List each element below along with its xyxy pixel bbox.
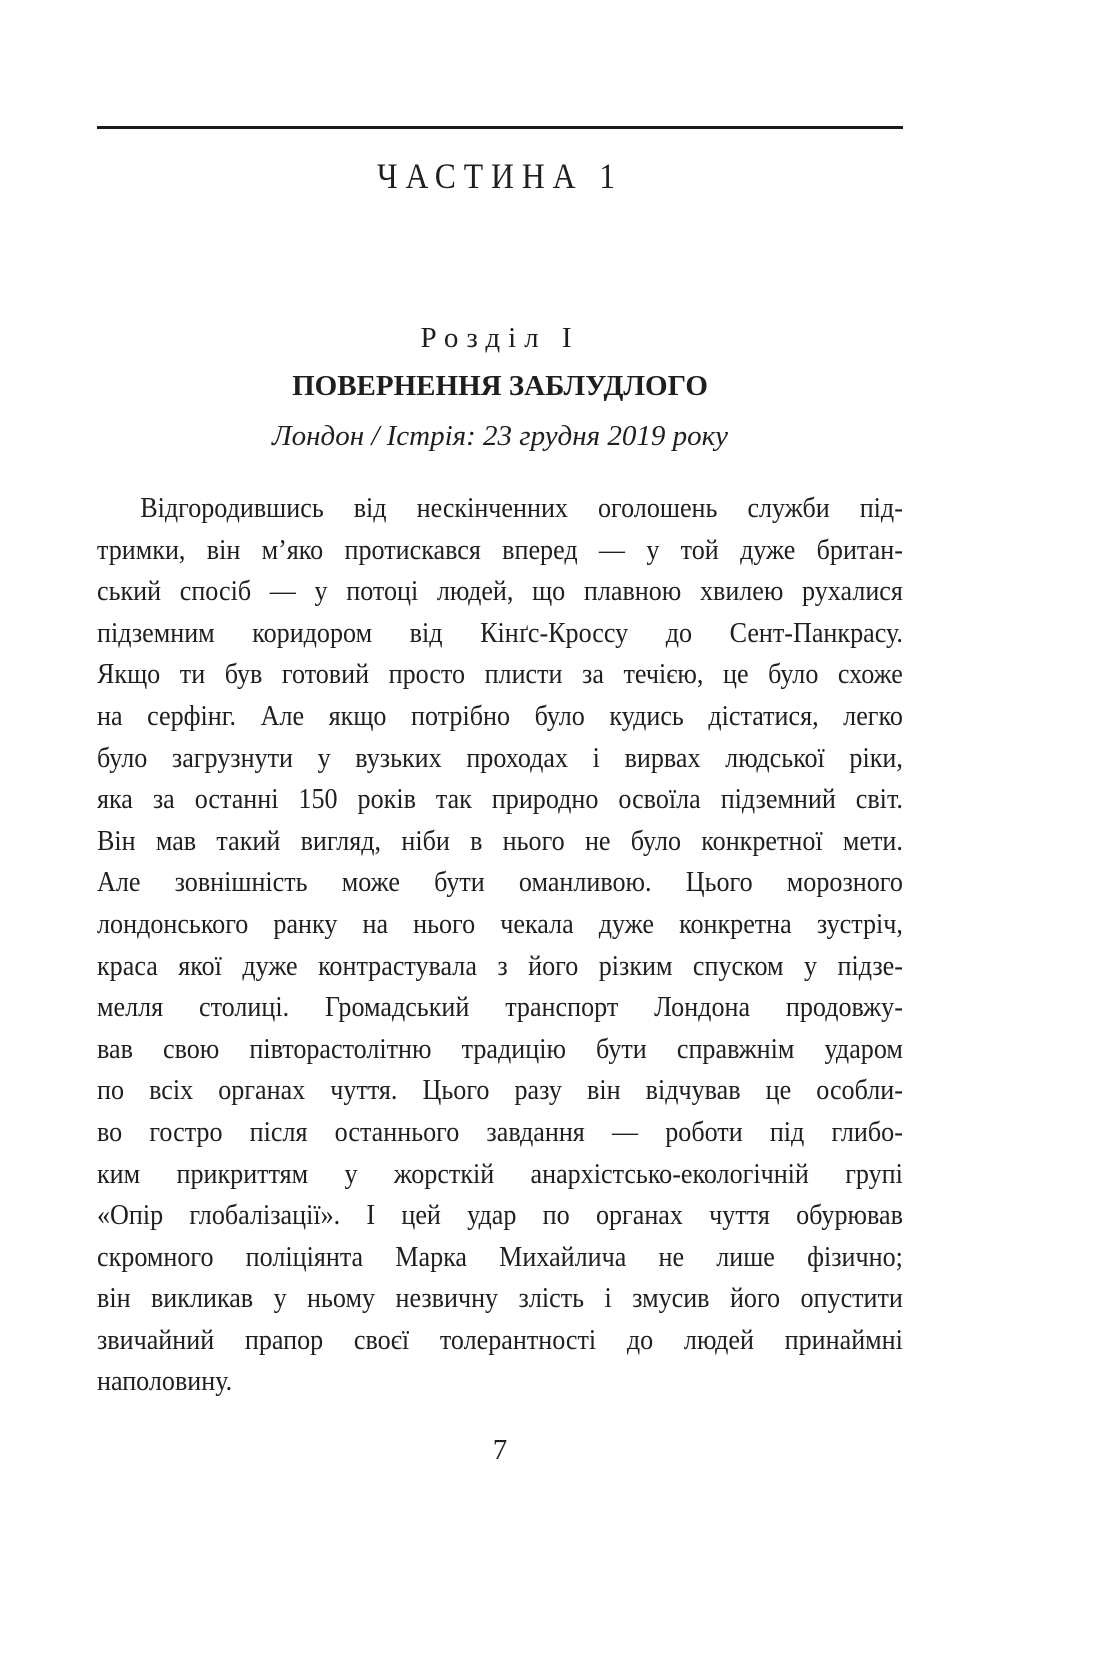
text-line: Але зовнішність може бути оманливою. Цього морозного	[97, 866, 903, 899]
text-line: по всіх органах чуття. Цього разу він відчував це особли-	[97, 1074, 903, 1107]
text-line: звичайний прапор своєї толерантності до людей принаймні	[97, 1323, 903, 1356]
top-horizontal-rule	[97, 126, 903, 129]
text-line: ким прикриттям у жорсткій анархістсько-екологічній групі	[97, 1157, 903, 1190]
text-line: скромного поліціянта Марка Михайлича не лише фізично;	[97, 1240, 903, 1273]
text-line: наполовину.	[97, 1365, 233, 1398]
text-line: Якщо ти був готовий просто плисти за течією, це було схоже	[97, 658, 903, 691]
text-line: мелля столиці. Громадський транспорт Лондона продовжу-	[97, 991, 903, 1024]
text-line: краса якої дуже контрастувала з його різким спуском у підзе-	[97, 949, 903, 982]
text-line: ський спосіб — у потоці людей, що плавною хвилею рухалися	[97, 575, 903, 608]
text-line: яка за останні 150 років так природно освоїла підземний світ.	[97, 783, 903, 816]
text-line: лондонського ранку на нього чекала дуже конкретна зустріч,	[97, 907, 903, 940]
text-line: Він мав такий вигляд, ніби в нього не було конкретної мети.	[97, 824, 903, 857]
text-line: тримки, він м’яко протискався вперед — у той дуже британ-	[97, 533, 903, 566]
text-line: Відгородившись від нескінченних оголошень служби під-	[140, 492, 903, 524]
text-line: во гостро після останнього завдання — роботи під глибо-	[97, 1115, 903, 1148]
page-number: 7	[492, 1434, 508, 1466]
text-line: на серфінг. Але якщо потрібно було кудись дістатися, легко	[97, 699, 903, 732]
chapter-title: ПОВЕРНЕННЯ ЗАБЛУДЛОГО	[292, 370, 708, 402]
text-line: вав свою півторастолітню традицію бути справжнім ударом	[97, 1032, 903, 1065]
text-line: «Опір глобалізації». І цей удар по органах чуття обурював	[97, 1199, 903, 1232]
part-title: ЧАСТИНА 1	[376, 156, 624, 196]
chapter-subtitle: Лондон / Істрія: 23 грудня 2019 року	[272, 420, 728, 452]
text-line: підземним коридором від Кінґс-Кроссу до Сент-Панкрасу.	[97, 616, 903, 649]
body-paragraph	[97, 488, 903, 1403]
text-line: було загрузнути у вузьких проходах і вирвах людської ріки,	[97, 741, 903, 774]
chapter-label: Розділ I	[420, 322, 580, 354]
text-line: він викликав у ньому незвичну злість і змусив його опустити	[97, 1282, 903, 1315]
